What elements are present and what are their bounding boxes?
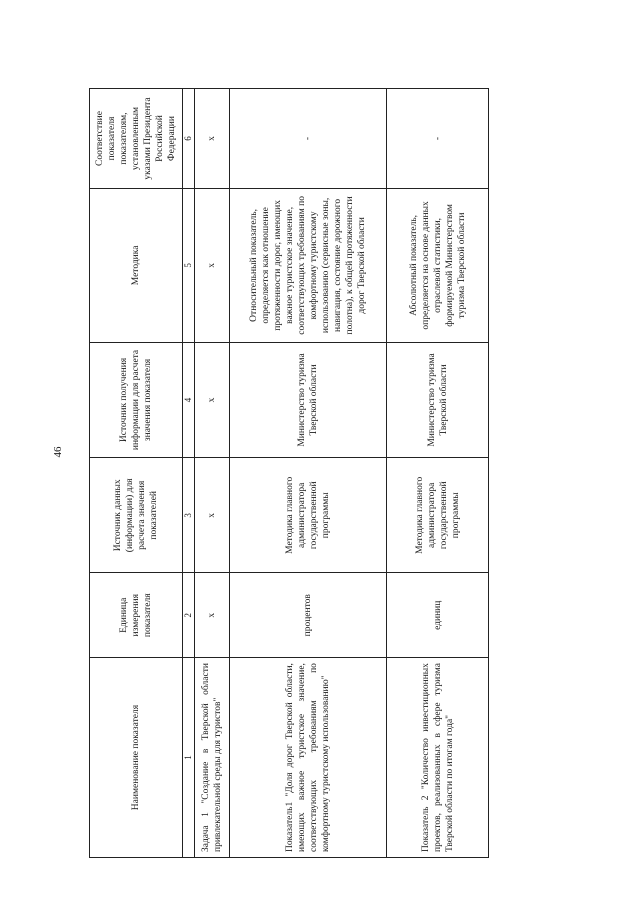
table-row: [387, 89, 489, 858]
row-unit: х: [195, 573, 230, 658]
header-method: Методика: [90, 189, 183, 343]
column-number: 4: [183, 342, 195, 457]
indicators-table-rotated: [89, 88, 481, 858]
row-method: Относительный показатель, определяется как отношение протяженности дорог, имеющих важное туристское значение, соответствующих требованиям по комфортному туристскому использованию (сервисные зоны, навигация, состояние дорожного полотна), к общей протяженности дорог Тверской области: [230, 189, 387, 343]
row-data-source: Методика главного администратора государственной программы: [387, 458, 489, 573]
row-unit: процентов: [230, 573, 387, 658]
row-compliance: -: [230, 89, 387, 189]
row-name: Показатель 2 "Количество инвестиционных проектов, реализованных в сфере туризма Тверской области по итогам года": [387, 658, 489, 858]
row-compliance: х: [195, 89, 230, 189]
row-data-source: х: [195, 458, 230, 573]
header-indicator-name: Наименование показателя: [90, 658, 183, 858]
column-number: 6: [183, 89, 195, 189]
row-unit: единиц: [387, 573, 489, 658]
row-compliance: -: [387, 89, 489, 189]
table-header-row: [90, 89, 183, 858]
page-number: 46: [52, 446, 64, 458]
row-info-source: Министерство туризма Тверской области: [230, 342, 387, 457]
header-data-source: Источник данных (информации) для расчета значения показателей: [90, 458, 183, 573]
row-method: Абсолютный показатель, определяется на основе данных отраслевой статистики, формируемой Министерством туризма Тверской области: [387, 189, 489, 343]
column-number: 1: [183, 658, 195, 858]
indicators-table: [89, 88, 489, 858]
column-number: 2: [183, 573, 195, 658]
table-row: [230, 89, 387, 858]
row-info-source: Министерство туризма Тверской области: [387, 342, 489, 457]
header-compliance: Соответствие показателя показателям, установленным указами Президента Российской Федерации: [90, 89, 183, 189]
header-info-source: Источник получения информации для расчета значения показателя: [90, 342, 183, 457]
header-unit: Единица измерения показателя: [90, 573, 183, 658]
row-name: Задача 1 "Создание в Тверской области привлекательной среды для туристов": [195, 658, 230, 858]
column-number-row: [183, 89, 195, 858]
row-name: Показатель1 "Доля дорог Тверской области, имеющих важное туристское значение, соответствующих требованиям по комфортному туристскому использованию": [230, 658, 387, 858]
row-method: х: [195, 189, 230, 343]
table-row: [195, 89, 230, 858]
row-data-source: Методика главного администратора государственной программы: [230, 458, 387, 573]
column-number: 3: [183, 458, 195, 573]
row-info-source: х: [195, 342, 230, 457]
column-number: 5: [183, 189, 195, 343]
